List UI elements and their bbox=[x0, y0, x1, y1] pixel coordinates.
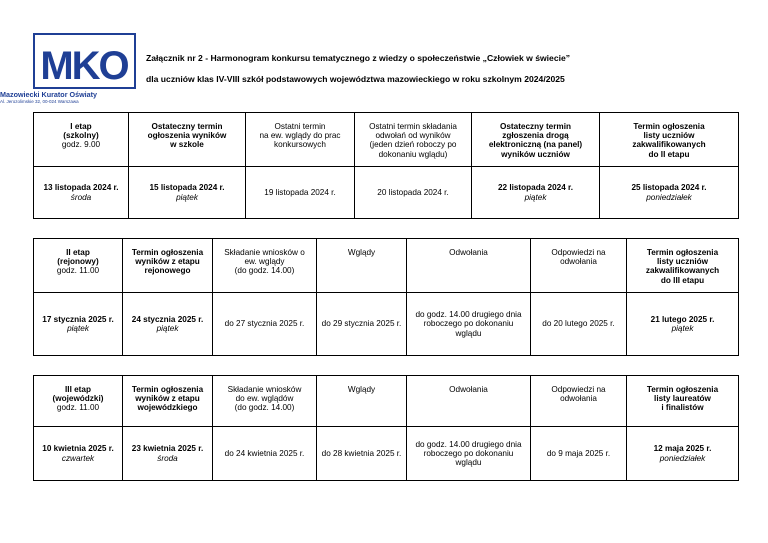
date-text: 25 listopada 2024 r. bbox=[631, 183, 707, 193]
header-text: (wojewódzki) bbox=[52, 394, 104, 404]
weekday-text: poniedziałek bbox=[659, 453, 706, 463]
date-text: do 27 stycznia 2025 r. bbox=[224, 319, 305, 329]
date-text: 20 listopada 2024 r. bbox=[377, 187, 449, 197]
header-text: dokonaniu wglądu) bbox=[378, 149, 448, 159]
stage-2-schedule-table bbox=[33, 238, 739, 356]
date-cell bbox=[472, 167, 600, 219]
header-cell bbox=[531, 239, 627, 293]
date-text: do godz. 14.00 drugiego dnia roboczego po dokonaniu wglądu bbox=[415, 439, 522, 468]
date-cell bbox=[34, 167, 129, 219]
stage-1-schedule-table bbox=[33, 112, 739, 219]
date-cell bbox=[317, 293, 407, 356]
date-cell bbox=[34, 427, 123, 481]
header-text: na ew. wglądy do prac bbox=[259, 131, 341, 141]
date-cell bbox=[355, 167, 472, 219]
logo-address: Al. Jerozolimskie 32, 00-024 Warszawa bbox=[0, 99, 79, 104]
date-text: 17 stycznia 2025 r. bbox=[42, 314, 114, 324]
header-text: Odpowiedzi na bbox=[551, 385, 606, 394]
header-cell bbox=[129, 113, 246, 167]
header-cell bbox=[531, 376, 627, 427]
header-text: (rejonowy) bbox=[57, 257, 99, 267]
header-text: Składanie wniosków o bbox=[224, 248, 305, 257]
header-text: zgłoszenia drogą bbox=[502, 131, 569, 141]
logo-letters: MKO bbox=[40, 44, 128, 88]
header-text: (jeden dzień roboczy po bbox=[369, 140, 457, 150]
weekday-text: piątek bbox=[67, 324, 89, 333]
date-text: 24 stycznia 2025 r. bbox=[131, 314, 204, 324]
header-text: wyników uczniów bbox=[501, 149, 570, 159]
header-cell bbox=[407, 376, 531, 427]
date-text: 10 kwietnia 2025 r. bbox=[42, 444, 114, 454]
header-text: do III etapu bbox=[660, 275, 705, 285]
header-text: (do godz. 14.00) bbox=[234, 403, 295, 413]
date-cell bbox=[123, 427, 213, 481]
dates-row bbox=[34, 427, 739, 481]
header-cell bbox=[246, 113, 355, 167]
header-text: listy uczniów bbox=[643, 131, 695, 141]
header-text: listy uczniów bbox=[657, 257, 708, 267]
document-subtitle: dla uczniów klas IV-VIII szkół podstawowych województwa mazowieckiego w roku szkolnym 2024/2025 bbox=[146, 74, 565, 84]
header-text: II etap bbox=[66, 248, 90, 257]
header-text: ew. wglądy bbox=[244, 257, 285, 267]
date-cell bbox=[407, 293, 531, 356]
date-cell bbox=[531, 293, 627, 356]
header-cell bbox=[317, 239, 407, 293]
date-text: do 24 kwietnia 2025 r. bbox=[224, 448, 305, 458]
weekday-text: środa bbox=[70, 192, 92, 202]
header-text: Odwołania bbox=[449, 385, 488, 394]
header-text: do II etapu bbox=[648, 149, 690, 159]
header-text: Termin ogłoszenia bbox=[131, 385, 204, 394]
header-text: wojewódzkiego bbox=[137, 403, 198, 413]
header-cell bbox=[213, 239, 317, 293]
header-cell bbox=[123, 239, 213, 293]
header-text: Wglądy bbox=[347, 248, 376, 257]
header-cell bbox=[355, 113, 472, 167]
header-cell bbox=[213, 376, 317, 427]
date-text: 21 lutego 2025 r. bbox=[650, 314, 715, 324]
header-text: odwołania bbox=[560, 394, 597, 404]
header-text: konkursowych bbox=[274, 140, 326, 150]
date-cell bbox=[129, 167, 246, 219]
header-text: Termin ogłoszenia bbox=[646, 248, 719, 257]
header-cell bbox=[627, 239, 739, 293]
header-cell bbox=[34, 239, 123, 293]
logo-name: Mazowiecki Kurator Oświaty bbox=[0, 90, 98, 99]
header-text: zakwalifikowanych bbox=[645, 266, 720, 276]
header-text: w szkole bbox=[170, 140, 204, 150]
weekday-text: czwartek bbox=[61, 453, 95, 463]
header-text: Składanie wniosków bbox=[227, 385, 302, 394]
date-cell bbox=[600, 167, 739, 219]
weekday-text: piątek bbox=[176, 192, 198, 202]
date-cell bbox=[627, 293, 739, 356]
header-text: Ostateczny termin bbox=[151, 122, 223, 131]
header-text: odwołań od wyników bbox=[375, 131, 451, 141]
header-row bbox=[34, 239, 739, 293]
date-cell bbox=[213, 427, 317, 481]
dates-row bbox=[34, 293, 739, 356]
header-text: ogłoszenia wyników bbox=[147, 131, 227, 141]
header-row bbox=[34, 376, 739, 427]
weekday-text: środa bbox=[157, 453, 178, 463]
header-text: Termin ogłoszenia bbox=[633, 122, 705, 131]
header-text: Wglądy bbox=[347, 385, 376, 394]
date-text: do 29 stycznia 2025 r. bbox=[321, 319, 402, 329]
header-cell bbox=[34, 376, 123, 427]
stage-time: godz. 11.00 bbox=[56, 266, 100, 276]
date-cell bbox=[34, 293, 123, 356]
header-text: Odpowiedzi na bbox=[551, 248, 606, 257]
document-title: Załącznik nr 2 - Harmonogram konkursu tematycznego z wiedzy o społeczeństwie „Człowiek w świecie” bbox=[146, 53, 571, 63]
header-text: Ostatni termin bbox=[274, 122, 326, 131]
date-text: 15 listopada 2024 r. bbox=[149, 183, 225, 193]
date-cell bbox=[123, 293, 213, 356]
header-cell bbox=[407, 239, 531, 293]
header-text: i finalistów bbox=[661, 403, 704, 413]
header-text: odwołania bbox=[560, 257, 597, 267]
header-cell bbox=[123, 376, 213, 427]
date-cell bbox=[317, 427, 407, 481]
header-text: wyników z etapu bbox=[135, 394, 200, 404]
weekday-text: poniedziałek bbox=[646, 192, 692, 202]
header-text: Termin ogłoszenia bbox=[646, 385, 719, 394]
header-text: rejonowego bbox=[144, 266, 191, 276]
date-cell bbox=[531, 427, 627, 481]
date-text: 22 listopada 2024 r. bbox=[497, 183, 574, 193]
date-text: 23 kwietnia 2025 r. bbox=[131, 444, 204, 454]
stage-3-schedule-table bbox=[33, 375, 739, 481]
date-cell bbox=[246, 167, 355, 219]
date-text: 13 listopada 2024 r. bbox=[43, 183, 119, 193]
weekday-text: piątek bbox=[671, 324, 694, 333]
header-text: (szkolny) bbox=[63, 131, 99, 141]
header-text: Ostatni termin składania bbox=[369, 122, 457, 131]
header-cell bbox=[317, 376, 407, 427]
header-cell bbox=[627, 376, 739, 427]
date-text: 19 listopada 2024 r. bbox=[264, 187, 336, 197]
date-text: do godz. 14.00 drugiego dnia roboczego po dokonaniu wglądu bbox=[415, 310, 522, 338]
header-text: zakwalifikowanych bbox=[632, 140, 706, 150]
header-text: elektroniczną (na panel) bbox=[488, 140, 583, 150]
stage-time: godz. 9.00 bbox=[61, 140, 101, 150]
header-text: (do godz. 14.00) bbox=[234, 266, 295, 276]
date-text: do 28 kwietnia 2025 r. bbox=[321, 448, 402, 458]
date-text: 12 maja 2025 r. bbox=[653, 444, 712, 454]
date-text: do 9 maja 2025 r. bbox=[546, 448, 611, 458]
date-cell bbox=[627, 427, 739, 481]
header-text: I etap bbox=[70, 122, 92, 131]
header-cell bbox=[34, 113, 129, 167]
weekday-text: piątek bbox=[524, 192, 547, 202]
header-text: do ew. wglądów bbox=[235, 394, 294, 404]
date-cell bbox=[407, 427, 531, 481]
header-cell bbox=[472, 113, 600, 167]
header-text: wyników z etapu bbox=[135, 257, 200, 267]
date-text: do 20 lutego 2025 r. bbox=[542, 319, 615, 329]
header-text: Ostateczny termin bbox=[500, 122, 571, 131]
date-cell bbox=[213, 293, 317, 356]
logo-letters-graphic bbox=[33, 33, 136, 89]
header-row bbox=[34, 113, 739, 167]
header-text: listy laureatów bbox=[654, 394, 711, 404]
weekday-text: piątek bbox=[156, 324, 179, 333]
header-text: Odwołania bbox=[449, 248, 488, 257]
dates-row bbox=[34, 167, 739, 219]
stage-time: godz. 11.00 bbox=[56, 403, 100, 413]
header-text: Termin ogłoszenia bbox=[131, 248, 204, 257]
header-text: III etap bbox=[65, 385, 91, 394]
header-cell bbox=[600, 113, 739, 167]
